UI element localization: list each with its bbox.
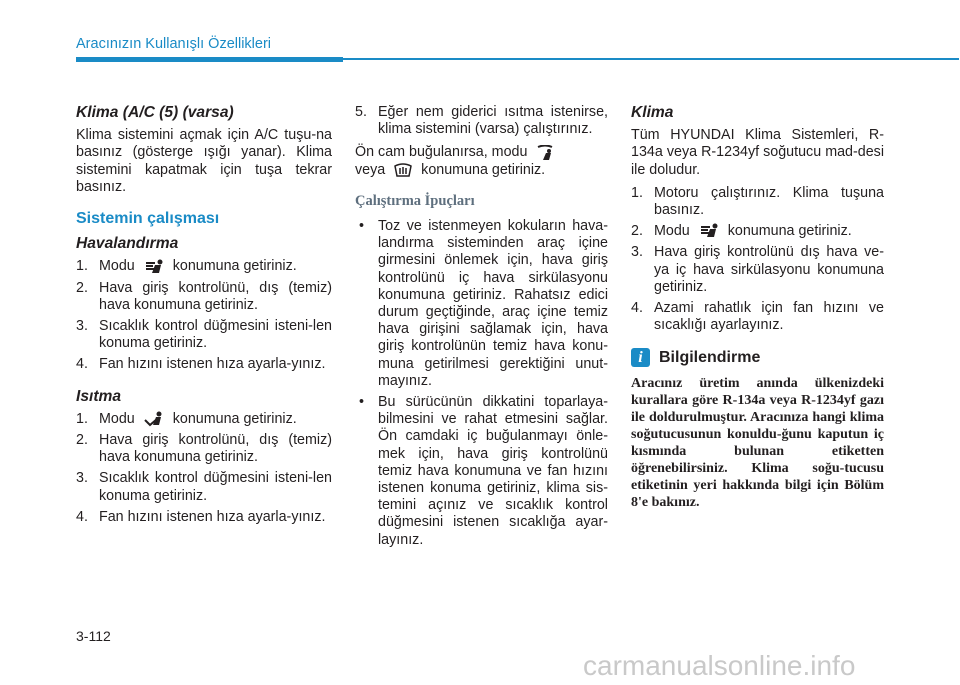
info-text: Aracınız üretim anında ülkenizdeki kurallara göre R-134a veya R-1234yf gazı ile doldurulmuştur. Aracınıza hangi klima soğutucusunun konuldu-ğunu kaputun iç kısmında bulunan etiketten öğrenebilirsiniz. Klima soğu-tucusu etiketinin yeri hakkında bilgi için Bölüm 8'e bakınız. bbox=[631, 376, 884, 511]
watermark: carmanualsonline.info bbox=[583, 650, 856, 681]
column-left bbox=[76, 104, 332, 530]
page-number: 3-112 bbox=[76, 628, 111, 644]
list-item: 1. Modu konumuna getiriniz. bbox=[76, 410, 297, 427]
ac-heading: Klima (A/C (5) (varsa) bbox=[76, 104, 234, 121]
section-title: Sistemin çalışması bbox=[76, 210, 220, 228]
column-middle bbox=[355, 104, 608, 553]
klima-intro: Tüm HYUNDAI Klima Sistemleri, R-134a veya R-1234yf soğutucu mad-desi ile doludur. bbox=[631, 127, 884, 178]
tips-title: Çalıştırma İpuçları bbox=[355, 192, 475, 209]
defog-paragraph: Ön cam buğulanırsa, modu veya konumuna getiriniz. bbox=[355, 144, 608, 178]
mode-face-vent-icon bbox=[698, 223, 720, 239]
list-item: 5. Eğer nem giderici ısıtma istenirse, klima sistemini (varsa) çalıştırınız. bbox=[355, 104, 608, 138]
header-rule-accent bbox=[76, 57, 343, 62]
mode-floor-vent-icon bbox=[143, 411, 165, 427]
list-item: 4. Fan hızını istenen hıza ayarla-yınız. bbox=[76, 356, 326, 373]
list-item: • Bu sürücünün dikkatini toparlaya-bilmesini ve rahat etmesini sağlar. Ön camdaki iç buğulanmayı önle-mek için, hava giriş kontrolünü temiz hava konumuna ve fan hızını istenen konuma getiriniz, klima sis-temini açınız ve sıcaklık kontrol düğmesini istenen sıcaklığa ayar-layınız. bbox=[359, 394, 608, 548]
list-item: 2. Hava giriş kontrolünü, dış (temiz) hava konumuna getiriniz. bbox=[76, 432, 332, 466]
mode-floor-defrost-icon bbox=[535, 145, 555, 161]
list-item: 2. Hava giriş kontrolünü, dış (temiz) hava konumuna getiriniz. bbox=[76, 279, 332, 313]
list-item: 2. Modu konumuna getiriniz. bbox=[631, 223, 852, 240]
list-item: 4. Fan hızını istenen hıza ayarla-yınız. bbox=[76, 508, 326, 525]
info-icon: i bbox=[631, 348, 650, 367]
vent-title: Havalandırma bbox=[76, 235, 179, 253]
page-header: Aracınızın Kullanışlı Özellikleri bbox=[76, 36, 272, 52]
list-item: 4. Azami rahatlık için fan hızını ve sıcaklığı ayarlayınız. bbox=[631, 300, 884, 334]
list-item: 3. Sıcaklık kontrol düğmesini isteni-len konuma getiriniz. bbox=[76, 470, 332, 504]
mode-face-vent-icon bbox=[143, 259, 165, 275]
list-item: 1. Motoru çalıştırınız. Klima tuşuna basınız. bbox=[631, 184, 884, 219]
list-item: 3. Hava giriş kontrolünü dış hava ve-ya iç hava sirkülasyonu konumuna getiriniz. bbox=[631, 244, 884, 295]
defrost-icon bbox=[393, 162, 413, 178]
heat-title: Isıtma bbox=[76, 387, 122, 405]
klima-heading: Klima bbox=[631, 104, 674, 121]
column-right bbox=[631, 104, 884, 511]
info-heading: i Bilgilendirme bbox=[631, 348, 884, 367]
list-item: • Toz ve istenmeyen kokuların hava-landırma sisteminden araç içine girmesini önlemek için, hava giriş kontrolünü iç hava sirkülasyonu konumuna getiriniz. Rahatsız edici durum geçtiğinde, araç içine temiz hava girişini sağlamak için, hava giriş kontrolünün temiz hava konu-muna getirilmesi gerektiğini unut-mayınız. bbox=[359, 218, 608, 389]
list-item: 3. Sıcaklık kontrol düğmesini isteni-len konuma getiriniz. bbox=[76, 318, 332, 352]
ac-intro: Klima sistemini açmak için A/C tuşu-na basınız (gösterge ışığı yanar). Klima sistemini kapatmak için tuşa tekrar basınız. bbox=[76, 127, 332, 195]
list-item: 1. Modu konumuna getiriniz. bbox=[76, 258, 297, 275]
